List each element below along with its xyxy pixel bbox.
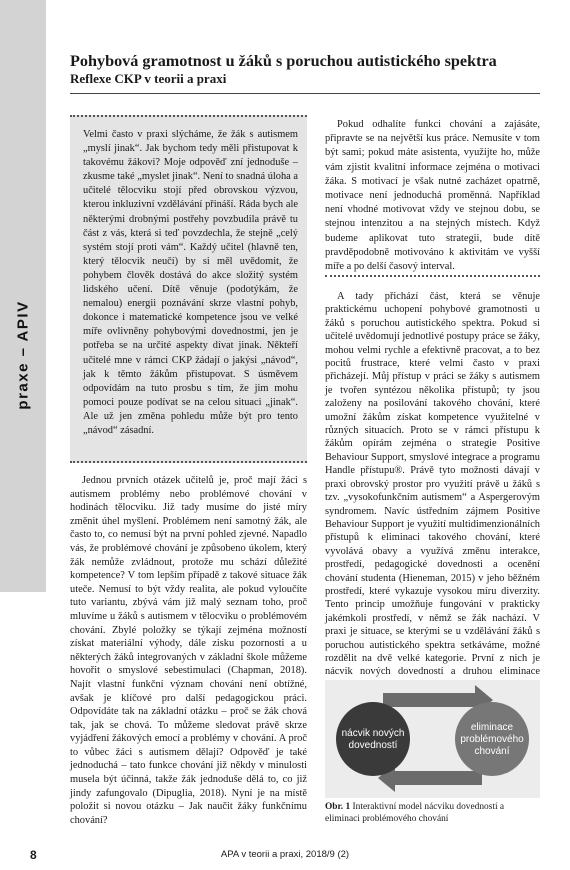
right-node-line-2: problémového [460, 734, 524, 745]
caption-text: Interaktivní model nácviku dovedností a eliminaci problémového chování [325, 802, 505, 824]
cycle-diagram [325, 680, 540, 798]
left-node-line-1: nácvik nových [341, 728, 405, 739]
right-paragraph-1: Pokud odhalíte funkci chování a zajásáte, připravte se na největší kus práce. Nemusíte v tom být sami; pokud máte asistenta, využijte ho, může vám zjistit kvalitní informace zejména o motivaci žáka. S motivací je však nutné zacházet opatrně, motivace není jednoduchá proměnná. Například není vhodné motivovat vždy ve stejnou dobu, se stejnou intenzitou a na stejných místech. Když budeme aplikovat tuto strategii, bude dítě pravděpodobně motivováno k aktivitám ve vyšší míře a po delší časový interval. [325, 119, 540, 273]
right-node-line-3: chování [474, 746, 510, 757]
dotted-separator [325, 275, 540, 277]
figure-caption [325, 801, 540, 825]
cycle-diagram-svg [325, 680, 540, 798]
left-node-circle [336, 702, 410, 776]
header-rule [70, 93, 540, 94]
footer-citation: APA v teorii a praxi, 2018/9 (2) [220, 849, 350, 860]
left-column [70, 474, 307, 827]
section-label: praxe – APIV [14, 300, 32, 410]
right-paragraph-2: A tady přichází část, která se věnuje praktickému uchopení pohybové gramotnosti u žáků s poruchou autistického spektra. Pokud si učitelé uvědomují jednotlivé postupy práce se žáky, mohou velmi rychle a efektivně pracovat, a to bez pocitů frustrace, které velmi často v praxi přicházejí. Můj přístup v práci se žáky s autismem je tvořen syntézou několika přístupů; ty jsou založeny na posilování takového chování, které umožní žákům získat kompetence využitelné v různých situacích. Proto se v rámci přístupu k žákům opírám zejména o strategie Positive Behaviour Support, smyslové integrace a programu Handle přístupu®. Právě tyto možnosti dávají v praxi obrovský prostor pro využití právě u žáků s tzv. „vysokofunkčním autismem“ a Aspergerovým syndromem. Navíc ústředním zájmem Positive Behaviour Support je využití multidimenzionálních přístupů k eliminaci takového chování, které vyvolává obavy a využívá změnu interakce, prostředí, pedagogické dovednosti a ocenění chování studenta (Hieneman, 2015) v jeho běžném prostředí, které vykazuje vysokou míru diverzity. Tento princip umožňuje fungování v prakticky jakémkoli prostředí, v němž se žák nachází. V praxi je situace, se kterými se u vzdělávání žáků s poruchou autistického spektra setkáváme, možné rozdělit na dvě velké kategorie. První z nich je nácvik nových dovedností a druhou eliminace [325, 291, 540, 678]
side-label [0, 0, 46, 592]
left-node-line-2: dovedností [348, 740, 398, 751]
intro-box-text: Velmi často v praxi slýcháme, že žák s autismem „myslí jinak“. Jak bychom tedy měli přistupovat k takovému žákovi? Moje odpověď zní jednoduše – zkusme také „myslet jinak“. Není to snadná úloha a učitelé tělocviku stojí před obrovskou výzvou, kterou inkluzivní vzdělávání přináší. Ráda bych ale některými drobnými postřehy povzbudila právě tu část z vás, která si teď povzdechla, že stejně „celý systém stojí proti vám“. Každý učitel (hlavně ten, který tělocvik neučí) by si měl uvědomit, že pohybem člověk dostává do akce složitý systém lidského učení. Dítě věnuje (podotýkám, že nemalou) energii poznávání skrze vlastní pohyb, dokonce i matematické kompetence jsou ve velké míře ovlivněny pohybovými dovednostmi, jen je potřeba se na určité aspekty dívat jinak. Někteří učitelé mne v rámci CKP žádají o jakýsi „návod“, jak k těmto žákům přistupovat. S úsměvem odpovídám na tuto prosbu s tím, že jim mohu pomoci pouze podívat se na celou situaci „jinak“. Ale už jen změna pohledu může být pro tento „návod“ zásadní. [83, 129, 298, 436]
caption-label: Obr. 1 [325, 802, 351, 812]
left-paragraph: Jednou prvních otázek učitelů je, proč mají žáci s autismem problémy nebo problémové chování v hodinách tělocviku. Již tady musíme do jisté míry změnit úhel myšlení. Problémem není samotný žák, ale často to, co nemusí být na první pohled zjevné. Napadlo vás, že problémové chování je způsobeno úkolem, který žák nemůže zvládnout, protože mu schází důležité kompetence? V tom lepším případě z takové situace žák uteče. Nemusí to být vždy realita, ale pokud vyloučíte tuto variantu, zbývá vám již malý seznam toho, proč mluvíme u žáků s autismem v tělocviku o problémovém chování. Zbylé položky se týkají zejména možností získat materiální výhody, dále zisku pozornosti a u některých žáků integrovaných v základní škole můžeme hovořit o smyslové sebestimulaci (Chapman, 2018). Najít vlastní funkční význam chování není obtížné, avšak je klíčové pro další pedagogickou práci. Odpovídáte tak na základní otázku – proč se žák chová tak, jak se chová. To můžeme sledovat právě skrze vyjádření žákových emocí a problémy v chování. A proč to vůbec žáci s autismem dělají? Odpověď je také jednoduchá – tato funkce chování již někdy v minulosti musela být účinná, takže žák jednoduše dělá to, co již jindy zafungovalo (Dipuglia, 2018). Nyní je na místě položit si novou otázku – Jak naučit žáky funkčnímu chování? [70, 475, 307, 826]
page-number: 8 [30, 848, 37, 862]
right-node-line-1: eliminace [470, 722, 514, 733]
article-title: Pohybová gramotnost u žáků s poruchou autistického spektra [70, 52, 497, 70]
article-subtitle: Reflexe CKP v teorii a praxi [70, 71, 227, 86]
right-column-lower [325, 290, 540, 692]
